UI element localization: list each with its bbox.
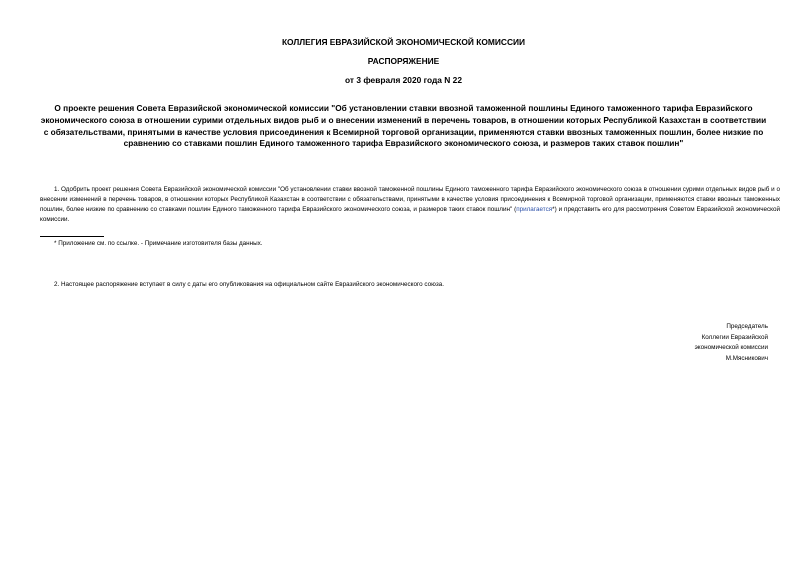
document-subject: О проекте решения Совета Евразийской экономической комиссии "Об установлении ставки ввозной таможенной пошлины Единого таможенного тарифа Евразийского экономического союза в отношении сурими отдельных видов рыб и о внесении изменений в перечень товаров, в отношении которых Республикой Казахстан в соответствии с обязательствами, принятыми в качестве условия присоединения к Всемирной торговой организации, применяются ставки ввозных таможенных пошлин, более низкие по сравнению со ставками пошлин Единого таможенного тарифа Евразийского экономического союза, и размеров таких ставок пошлин" bbox=[40, 103, 767, 149]
paragraph-1 bbox=[40, 185, 780, 225]
signature-position-line-2: Коллегии Евразийской bbox=[701, 333, 768, 341]
document-date-number: от 3 февраля 2020 года N 22 bbox=[345, 75, 462, 85]
signature-position-line-3: экономической комиссии bbox=[694, 344, 768, 351]
signature-position-line-1: Председатель bbox=[726, 323, 768, 330]
paragraph-1-text-start: 1. Одобрить проект решения Совета Евразийской экономической комиссии "Об установлении ставки ввозной таможенной пошлины Единого таможенного тарифа Евразийского экономического союза в отношении сурими отдельных видов рыб и о внесении изменений в перечень товаров, в отношении которых Республикой Казахстан в соответствии с обязательствами, принятыми в качестве условия присоединения к Всемирной торговой организации, применяются ставки ввозных таможенных пошлин, более низкие по сравнению со ставками пошлин Единого таможенного тарифа Евразийского экономического союза, и размеров таких ставок пошлин" ( bbox=[40, 186, 780, 213]
attachment-link[interactable]: прилагается bbox=[516, 206, 553, 213]
footnote: * Приложение см. по ссылке. - Примечание изготовителя базы данных. bbox=[54, 240, 263, 247]
footnote-divider bbox=[40, 236, 104, 237]
document-type: РАСПОРЯЖЕНИЕ bbox=[367, 56, 440, 66]
signature-name: М.Мясникович bbox=[725, 354, 768, 362]
organization-title: КОЛЛЕГИЯ ЕВРАЗИЙСКОЙ ЭКОНОМИЧЕСКОЙ КОМИССИИ bbox=[281, 37, 526, 47]
paragraph-1-text-end: *) и представить его для рассмотрения Советом Евразийской экономической комиссии. bbox=[40, 206, 780, 223]
paragraph-2: 2. Настоящее распоряжение вступает в силу с даты его опубликования на официальном сайте Евразийского экономического союза. bbox=[54, 281, 444, 288]
signature-block bbox=[695, 322, 768, 364]
